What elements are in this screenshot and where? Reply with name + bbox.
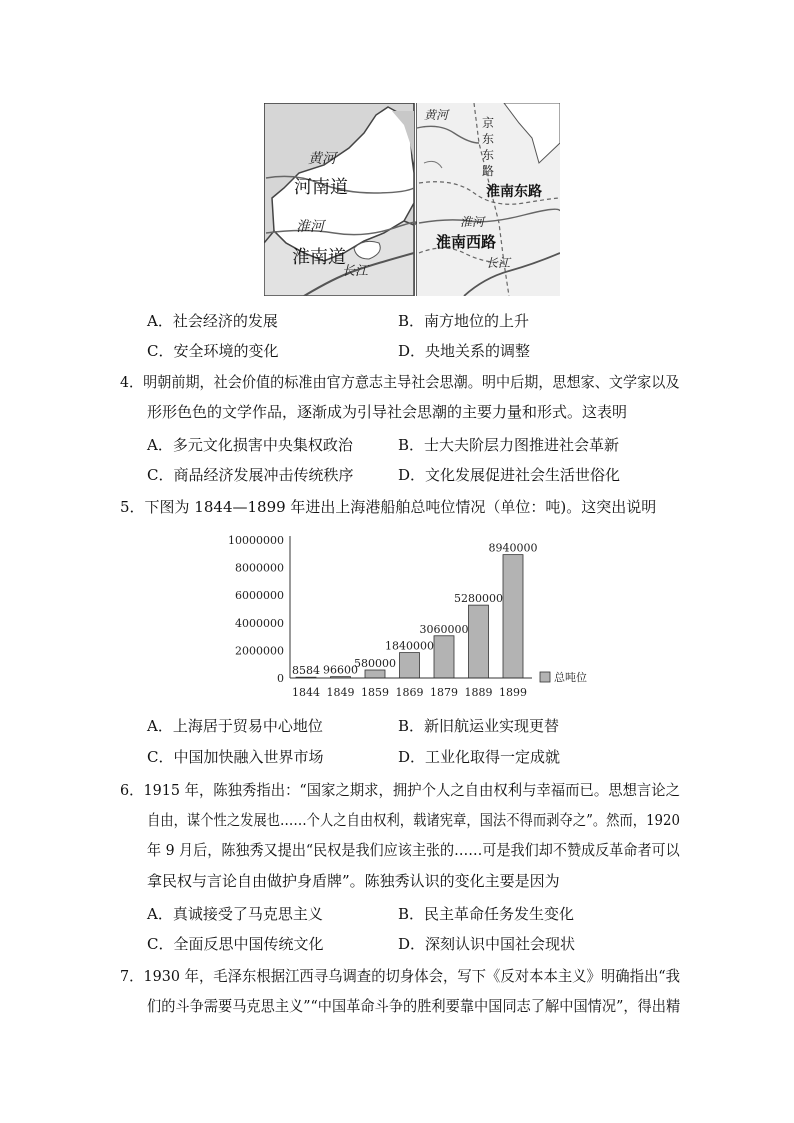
tonnage-chart (226, 532, 598, 702)
x-axis-ticks (292, 686, 527, 699)
x-tick-label: 1859 (361, 686, 389, 699)
q4-stem-line: 4．明朝前期，社会价值的标准由官方意志主导社会思潮。明中后期，思想家、文学家以及 (120, 373, 680, 391)
q7-stem-line: 7．1930 年，毛泽东根据江西寻乌调查的切身体会，写下《反对本本主义》明确指出“我 (120, 967, 681, 985)
x-tick-label: 1879 (430, 686, 458, 699)
map-label: 路 (482, 164, 495, 178)
map-label: 东 (482, 132, 495, 146)
q4-option-b: B．士大夫阶层力图推进社会革新 (398, 436, 620, 454)
map-figure (264, 103, 560, 296)
bar-data-label: 8940000 (488, 541, 538, 555)
x-tick-label: 1849 (326, 686, 355, 699)
bar (365, 670, 385, 678)
q6-stem-line: 自由，谋个性之发展也……个人之自由权利，载诸宪章，国法不得而剥夺之”。然而，1920 (147, 811, 680, 829)
bar (503, 555, 523, 678)
x-tick-label: 1869 (395, 686, 424, 699)
bar (434, 636, 454, 678)
q6-option-c: C．全面反思中国传统文化 (147, 935, 324, 953)
bar-data-label: 3060000 (419, 622, 469, 636)
bar-data-label: 5280000 (454, 592, 503, 606)
map-label: 长江 (486, 256, 511, 270)
map-label: 京 (482, 116, 495, 130)
map-label: 淮河 (460, 215, 485, 229)
bars (292, 542, 538, 678)
q4-option-c: C．商品经济发展冲击传统秩序 (147, 466, 354, 484)
q5-stem-line: 5．下图为 1844—1899 年进出上海港船舶总吨位情况（单位：吨)。这突出说明 (120, 498, 657, 516)
y-tick-label: 10000000 (228, 534, 284, 547)
map-label: 淮南道 (292, 247, 346, 268)
map-label: 黄河 (308, 151, 336, 167)
q6-stem-line: 年 9 月后，陈独秀又提出“民权是我们应该主张的……可是我们却不赞成反革命者可以 (147, 841, 680, 859)
map-label: 淮南东路 (486, 184, 542, 200)
q6-stem-line: 拿民权与言论自由做护身盾牌”。陈独秀认识的变化主要是因为 (147, 872, 560, 890)
bar (469, 605, 489, 678)
q3-option-c: C．安全环境的变化 (147, 342, 279, 360)
q3-option-b: B．南方地位的上升 (398, 312, 530, 330)
y-tick-label: 4000000 (235, 616, 284, 630)
bar-data-label: 96600 (323, 663, 358, 677)
q4-option-a: A．多元文化损害中央集权政治 (147, 436, 353, 454)
bar-data-label: 1840000 (385, 639, 434, 653)
q3-option-a: A．社会经济的发展 (147, 312, 278, 330)
q6-stem-line: 6．1915 年，陈独秀指出：“国家之期求，拥护个人之自由权利与幸福而已。思想言论之 (120, 781, 681, 799)
map-label: 黄河 (424, 108, 449, 122)
bar (400, 653, 420, 678)
q6-option-b: B．民主革命任务发生变化 (398, 905, 575, 923)
legend-swatch (540, 672, 550, 682)
x-tick-label: 1899 (499, 686, 527, 699)
y-tick-label: 8000000 (235, 561, 284, 575)
y-tick-label: 0 (277, 672, 284, 685)
q5-option-d: D．工业化取得一定成就 (398, 748, 561, 766)
q4-stem-line: 形形色色的文学作品，逐渐成为引导社会思潮的主要力量和形式。这表明 (147, 403, 628, 421)
map-label: 长江 (342, 264, 369, 279)
bar-data-label: 580000 (354, 656, 396, 670)
q5-option-a: A．上海居于贸易中心地位 (147, 717, 323, 735)
q4-option-d: D．文化发展促进社会生活世俗化 (398, 466, 621, 484)
bar-data-label: 8584 (292, 664, 320, 678)
legend-label: 总吨位 (554, 671, 587, 684)
q6-option-a: A．真诚接受了马克思主义 (147, 905, 323, 923)
q6-option-d: D．深刻认识中国社会现状 (398, 935, 576, 953)
y-axis-ticks (228, 534, 284, 685)
map-label: 河南道 (294, 177, 348, 198)
q7-stem-line: 们的斗争需要马克思主义”“中国革命斗争的胜利要靠中国同志了解中国情况”，得出精 (147, 997, 681, 1015)
x-tick-label: 1844 (292, 686, 320, 699)
y-tick-label: 2000000 (235, 644, 284, 658)
map-label: 东 (482, 148, 495, 162)
q3-option-d: D．央地关系的调整 (398, 342, 531, 360)
q5-option-c: C．中国加快融入世界市场 (147, 748, 324, 766)
map-label: 淮河 (296, 219, 324, 235)
map-label: 淮南西路 (436, 233, 497, 251)
q5-option-b: B．新旧航运业实现更替 (398, 717, 560, 735)
y-tick-label: 6000000 (235, 589, 284, 603)
x-tick-label: 1889 (464, 686, 493, 699)
